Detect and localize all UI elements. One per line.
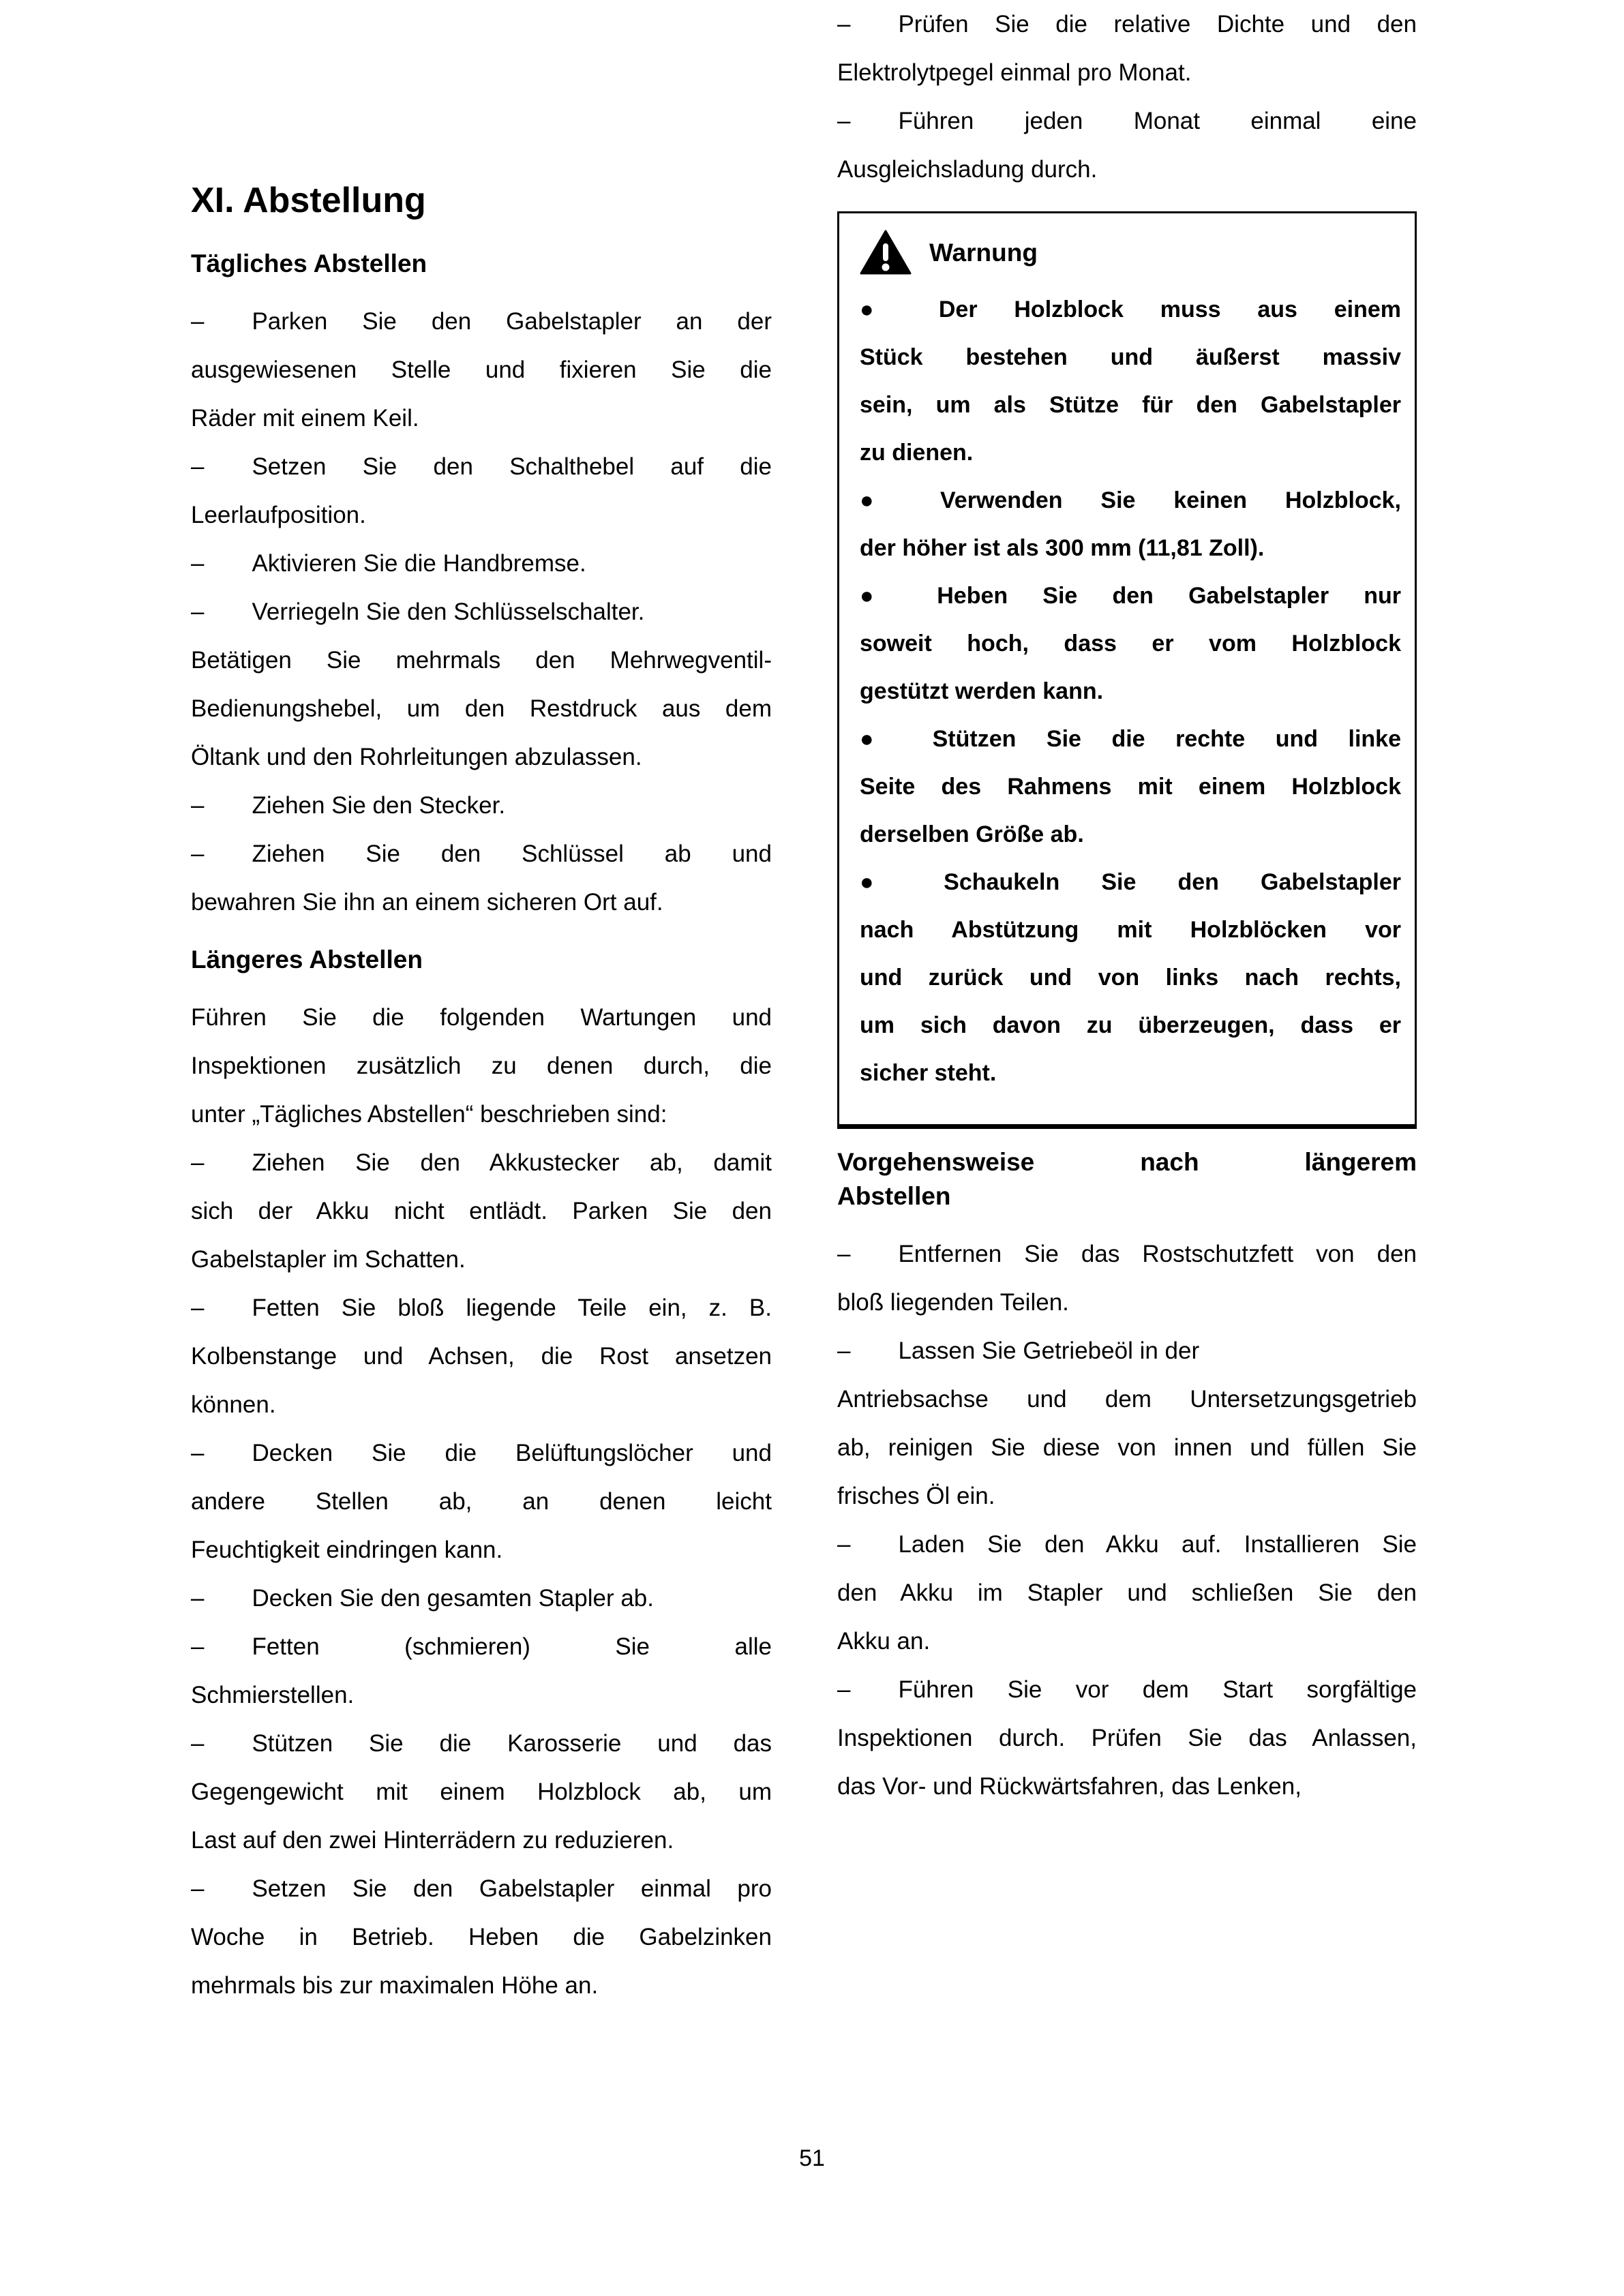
text-line: – Lassen Sie Getriebeöl in der — [837, 1338, 1200, 1364]
text-line: – Fetten Sie bloß liegende Teile ein, z. B. — [191, 1295, 772, 1321]
right-column-bottom — [837, 1145, 1417, 1811]
paragraph — [191, 1864, 772, 2010]
text-line: Öltank und den Rohrleitungen abzulassen. — [191, 744, 642, 770]
text-line: – Ziehen Sie den Stecker. — [191, 792, 506, 819]
paragraph — [837, 1327, 1417, 1520]
text-line: Seite des Rahmens mit einem Holzblock — [860, 774, 1401, 800]
text-line: Stück bestehen und äußerst massiv — [860, 344, 1401, 370]
text-line: unter „Tägliches Abstellen“ beschrieben sind: — [191, 1101, 667, 1128]
text-line: – Parken Sie den Gabelstapler an der — [191, 308, 772, 335]
paragraph — [191, 636, 772, 781]
paragraph — [837, 1520, 1417, 1665]
text-line: sicher steht. — [860, 1060, 997, 1086]
text-line: – Laden Sie den Akku auf. Installieren Sie — [837, 1531, 1417, 1558]
paragraph — [191, 1284, 772, 1429]
text-line: Kolbenstange und Achsen, die Rost ansetzen — [191, 1343, 772, 1370]
text-line: – Ziehen Sie den Schlüssel ab und — [191, 841, 772, 867]
text-line: Tägliches Abstellen — [191, 250, 427, 277]
warning-body — [860, 286, 1401, 1097]
text-line: das Vor- und Rückwärtsfahren, das Lenken, — [837, 1773, 1302, 1800]
text-line: – Ziehen Sie den Akkustecker ab, damit — [191, 1149, 772, 1176]
text-line: Inspektionen durch. Prüfen Sie das Anlassen, — [837, 1725, 1417, 1751]
text-line: – Setzen Sie den Gabelstapler einmal pro — [191, 1875, 772, 1902]
paragraph — [191, 1622, 772, 1719]
text-line: – Aktivieren Sie die Handbremse. — [191, 550, 586, 577]
text-line: sein, um als Stütze für den Gabelstapler — [860, 392, 1401, 418]
text-line: ● Der Holzblock muss aus einem — [860, 297, 1401, 322]
paragraph — [191, 1574, 772, 1622]
text-line: um sich davon zu überzeugen, dass er — [860, 1012, 1401, 1038]
text-line: gestützt werden kann. — [860, 678, 1104, 704]
text-line: – Setzen Sie den Schalthebel auf die — [191, 453, 772, 480]
paragraph — [837, 1230, 1417, 1327]
paragraph — [837, 97, 1417, 194]
text-line: – Verriegeln Sie den Schlüsselschalter. — [191, 599, 645, 625]
text-line: Antriebsachse und dem Untersetzungsgetrieb — [837, 1386, 1417, 1413]
text-line: Bedienungshebel, um den Restdruck aus dem — [191, 695, 772, 722]
paragraph — [191, 781, 772, 830]
text-line: ab, reinigen Sie diese von innen und füllen Sie — [837, 1434, 1417, 1461]
paragraph — [191, 588, 772, 636]
text-line: ● Verwenden Sie keinen Holzblock, — [860, 487, 1401, 513]
text-line: Akku an. — [837, 1628, 931, 1655]
text-line: – Führen Sie vor dem Start sorgfältige — [837, 1676, 1417, 1703]
warning-triangle-icon — [860, 230, 912, 276]
text-line: Ausgleichsladung durch. — [837, 156, 1098, 183]
text-line: ausgewiesenen Stelle und fixieren Sie die — [191, 357, 772, 383]
text-line: Schmierstellen. — [191, 1682, 355, 1708]
paragraph — [191, 993, 772, 1138]
text-line: derselben Größe ab. — [860, 821, 1084, 847]
paragraph — [191, 1138, 772, 1284]
text-line: Gegengewicht mit einem Holzblock ab, um — [191, 1779, 772, 1805]
text-line: bewahren Sie ihn an einem sicheren Ort auf. — [191, 889, 663, 916]
text-line: Führen Sie die folgenden Wartungen und — [191, 1004, 772, 1031]
text-line: – Entfernen Sie das Rostschutzfett von den — [837, 1241, 1417, 1267]
text-line: Leerlaufposition. — [191, 502, 366, 528]
section-heading — [837, 1145, 1417, 1213]
text-line: Elektrolytpegel einmal pro Monat. — [837, 59, 1192, 86]
paragraph — [837, 0, 1417, 97]
text-line: – Fetten (schmieren) Sie alle — [191, 1633, 772, 1660]
text-line: Vorgehensweise nach längerem — [837, 1148, 1417, 1176]
paragraph — [191, 442, 772, 539]
paragraph — [837, 1665, 1417, 1811]
text-line: Räder mit einem Keil. — [191, 405, 419, 432]
warning-header — [860, 223, 1401, 283]
text-line: Woche in Betrieb. Heben die Gabelzinken — [191, 1924, 772, 1950]
text-line: der höher ist als 300 mm (11,81 Zoll). — [860, 535, 1265, 561]
text-line: – Prüfen Sie die relative Dichte und den — [837, 11, 1417, 37]
text-line: – Decken Sie den gesamten Stapler ab. — [191, 1585, 654, 1612]
page-number: 51 — [799, 2145, 825, 2171]
text-line: nach Abstützung mit Holzblöcken vor — [860, 917, 1401, 943]
warning-paragraph — [860, 286, 1401, 477]
paragraph — [191, 539, 772, 588]
text-line: – Decken Sie die Belüftungslöcher und — [191, 1440, 772, 1466]
paragraph — [191, 297, 772, 442]
paragraph — [191, 1719, 772, 1864]
warning-paragraph — [860, 715, 1401, 858]
text-line: ● Heben Sie den Gabelstapler nur — [860, 583, 1401, 609]
text-line: Abstellen — [837, 1182, 951, 1210]
right-column — [837, 0, 1417, 1811]
warning-paragraph — [860, 477, 1401, 572]
paragraph — [191, 830, 772, 926]
section-heading — [191, 247, 772, 281]
text-line: ● Stützen Sie die rechte und linke — [860, 726, 1401, 752]
warning-paragraph — [860, 858, 1401, 1097]
text-line: den Akku im Stapler und schließen Sie den — [837, 1580, 1417, 1606]
warning-paragraph — [860, 572, 1401, 715]
section-heading — [191, 943, 772, 977]
text-line: – Führen jeden Monat einmal eine — [837, 108, 1417, 134]
text-line: Inspektionen zusätzlich zu denen durch, die — [191, 1053, 772, 1079]
text-line: und zurück und von links nach rechts, — [860, 965, 1401, 991]
text-line: – Stützen Sie die Karosserie und das — [191, 1730, 772, 1757]
text-line: sich der Akku nicht entlädt. Parken Sie den — [191, 1198, 772, 1224]
warning-title: Warnung — [929, 239, 1038, 267]
text-line: bloß liegenden Teilen. — [837, 1289, 1069, 1316]
text-line: mehrmals bis zur maximalen Höhe an. — [191, 1972, 599, 1999]
text-line: Längeres Abstellen — [191, 946, 423, 973]
text-line: frisches Öl ein. — [837, 1483, 995, 1509]
paragraph — [191, 1429, 772, 1574]
page-title: XI. Abstellung — [191, 181, 426, 220]
text-line: Last auf den zwei Hinterrädern zu reduzieren. — [191, 1827, 674, 1854]
text-line: Feuchtigkeit eindringen kann. — [191, 1537, 503, 1563]
text-line: zu dienen. — [860, 440, 974, 466]
text-line: ● Schaukeln Sie den Gabelstapler — [860, 869, 1401, 895]
text-line: können. — [191, 1391, 276, 1418]
text-line: soweit hoch, dass er vom Holzblock — [860, 631, 1401, 656]
warning-box — [837, 211, 1417, 1129]
left-column — [191, 0, 772, 2010]
text-line: Betätigen Sie mehrmals den Mehrwegventil- — [191, 647, 772, 674]
text-line: Gabelstapler im Schatten. — [191, 1246, 466, 1273]
right-column-top — [837, 0, 1417, 194]
text-line: andere Stellen ab, an denen leicht — [191, 1488, 772, 1515]
